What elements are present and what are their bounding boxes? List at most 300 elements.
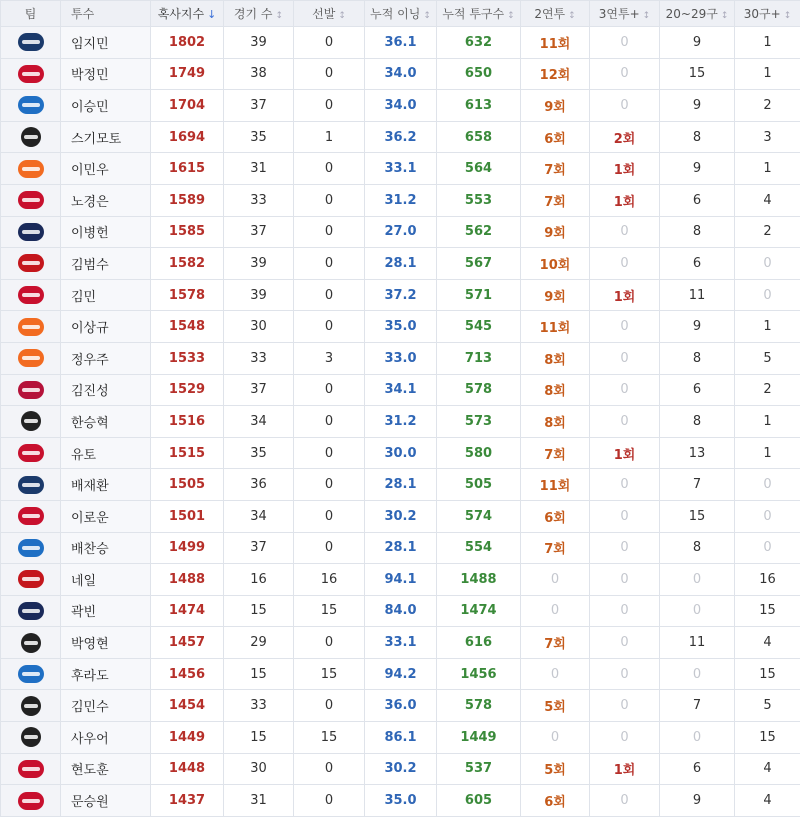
games-count: 15 — [224, 595, 294, 627]
games-count: 37 — [224, 90, 294, 122]
consec2-count: 7회 — [521, 184, 590, 216]
starts-count: 0 — [294, 690, 365, 722]
team-logo-cell — [1, 753, 61, 785]
abuse-index: 1449 — [151, 722, 224, 754]
abuse-index: 1589 — [151, 184, 224, 216]
table-row[interactable] — [1, 121, 800, 153]
pitcher-name: 정우주 — [61, 342, 151, 374]
innings-total: 28.1 — [365, 248, 437, 280]
table-row[interactable] — [1, 469, 800, 501]
starts-count: 15 — [294, 595, 365, 627]
p20-29-count: 9 — [660, 90, 735, 122]
sort-icon: ↕ — [423, 11, 431, 21]
team-logo-icon — [18, 444, 44, 462]
p30-count: 3 — [735, 121, 800, 153]
team-logo-cell — [1, 564, 61, 596]
team-logo-icon — [18, 665, 44, 683]
abuse-index: 1529 — [151, 374, 224, 406]
col-consec3[interactable]: 3연투+ ↕ — [590, 1, 660, 27]
sort-icon: ↕ — [721, 11, 729, 21]
games-count: 30 — [224, 311, 294, 343]
table-row[interactable] — [1, 216, 800, 248]
pitcher-name: 이병헌 — [61, 216, 151, 248]
table-row[interactable] — [1, 753, 800, 785]
p30-count: 1 — [735, 27, 800, 59]
team-logo-icon — [18, 381, 44, 399]
table-row[interactable] — [1, 58, 800, 90]
games-count: 29 — [224, 627, 294, 659]
pitcher-name: 박정민 — [61, 58, 151, 90]
starts-count: 0 — [294, 532, 365, 564]
p20-29-count: 0 — [660, 595, 735, 627]
games-count: 39 — [224, 27, 294, 59]
pitcher-name: 현도훈 — [61, 753, 151, 785]
team-logo-cell — [1, 153, 61, 185]
team-logo-icon — [21, 696, 41, 716]
pitches-total: 1456 — [437, 658, 521, 690]
team-logo-cell — [1, 437, 61, 469]
p20-29-count: 8 — [660, 406, 735, 438]
consec2-count: 5회 — [521, 690, 590, 722]
consec3-count: 0 — [590, 785, 660, 817]
pitcher-name: 박영현 — [61, 627, 151, 659]
starts-count: 0 — [294, 216, 365, 248]
consec3-count: 0 — [590, 722, 660, 754]
innings-total: 31.2 — [365, 184, 437, 216]
consec3-count: 0 — [590, 532, 660, 564]
col-abuse-index[interactable]: 혹사지수 ↓ — [151, 1, 224, 27]
col-pitcher[interactable]: 투수 — [61, 1, 151, 27]
sort-icon: ↕ — [276, 11, 284, 21]
starts-count: 0 — [294, 153, 365, 185]
team-logo-cell — [1, 58, 61, 90]
col-team[interactable]: 팀 — [1, 1, 61, 27]
p20-29-count: 6 — [660, 184, 735, 216]
p30-count: 5 — [735, 342, 800, 374]
p20-29-count: 6 — [660, 374, 735, 406]
innings-total: 33.1 — [365, 627, 437, 659]
pitches-total: 505 — [437, 469, 521, 501]
pitches-total: 580 — [437, 437, 521, 469]
abuse-index: 1615 — [151, 153, 224, 185]
games-count: 31 — [224, 785, 294, 817]
team-logo-icon — [18, 65, 44, 83]
games-count: 39 — [224, 279, 294, 311]
team-logo-cell — [1, 216, 61, 248]
team-logo-icon — [18, 507, 44, 525]
starts-count: 0 — [294, 500, 365, 532]
team-logo-icon — [18, 349, 44, 367]
starts-count: 0 — [294, 469, 365, 501]
consec2-count: 0 — [521, 722, 590, 754]
table-row[interactable] — [1, 532, 800, 564]
pitches-total: 578 — [437, 690, 521, 722]
p30-count: 15 — [735, 658, 800, 690]
games-count: 33 — [224, 184, 294, 216]
team-logo-icon — [21, 411, 41, 431]
consec3-count: 1회 — [590, 279, 660, 311]
abuse-index: 1533 — [151, 342, 224, 374]
consec3-count: 0 — [590, 27, 660, 59]
abuse-index: 1456 — [151, 658, 224, 690]
innings-total: 30.2 — [365, 753, 437, 785]
consec3-count: 0 — [590, 311, 660, 343]
consec2-count: 9회 — [521, 279, 590, 311]
p30-count: 1 — [735, 437, 800, 469]
consec2-count: 7회 — [521, 437, 590, 469]
pitches-total: 554 — [437, 532, 521, 564]
sort-icon: ↕ — [507, 11, 515, 21]
abuse-index: 1578 — [151, 279, 224, 311]
table-row[interactable] — [1, 248, 800, 280]
table-body — [1, 27, 800, 817]
abuse-index: 1499 — [151, 532, 224, 564]
sort-icon: ↕ — [643, 11, 651, 21]
games-count: 35 — [224, 437, 294, 469]
innings-total: 27.0 — [365, 216, 437, 248]
p30-count: 2 — [735, 90, 800, 122]
table-row[interactable] — [1, 184, 800, 216]
p30-count: 1 — [735, 153, 800, 185]
abuse-index: 1704 — [151, 90, 224, 122]
team-logo-cell — [1, 785, 61, 817]
p20-29-count: 0 — [660, 722, 735, 754]
p30-count: 0 — [735, 500, 800, 532]
consec3-count: 1회 — [590, 153, 660, 185]
p20-29-count: 9 — [660, 27, 735, 59]
team-logo-icon — [18, 318, 44, 336]
p30-count: 4 — [735, 627, 800, 659]
p20-29-count: 8 — [660, 532, 735, 564]
innings-total: 33.1 — [365, 153, 437, 185]
team-logo-cell — [1, 27, 61, 59]
starts-count: 0 — [294, 184, 365, 216]
consec3-count: 0 — [590, 469, 660, 501]
pitcher-name: 김진성 — [61, 374, 151, 406]
games-count: 38 — [224, 58, 294, 90]
consec3-count: 0 — [590, 500, 660, 532]
abuse-index: 1749 — [151, 58, 224, 90]
innings-total: 30.2 — [365, 500, 437, 532]
consec2-count: 12회 — [521, 58, 590, 90]
team-logo-cell — [1, 184, 61, 216]
p20-29-count: 9 — [660, 311, 735, 343]
pitcher-name: 이민우 — [61, 153, 151, 185]
starts-count: 15 — [294, 658, 365, 690]
pitcher-name: 스기모토 — [61, 121, 151, 153]
col-starts[interactable]: 선발 ↕ — [294, 1, 365, 27]
innings-total: 34.1 — [365, 374, 437, 406]
innings-total: 34.0 — [365, 58, 437, 90]
innings-total: 94.1 — [365, 564, 437, 596]
p20-29-count: 8 — [660, 216, 735, 248]
pitches-total: 1474 — [437, 595, 521, 627]
starts-count: 0 — [294, 311, 365, 343]
team-logo-icon — [21, 727, 41, 747]
table-row[interactable] — [1, 279, 800, 311]
team-logo-cell — [1, 342, 61, 374]
p30-count: 1 — [735, 406, 800, 438]
p20-29-count: 15 — [660, 500, 735, 532]
p20-29-count: 9 — [660, 153, 735, 185]
team-logo-cell — [1, 121, 61, 153]
consec3-count: 0 — [590, 90, 660, 122]
table-row[interactable] — [1, 437, 800, 469]
table-row[interactable] — [1, 658, 800, 690]
team-logo-cell — [1, 500, 61, 532]
starts-count: 15 — [294, 722, 365, 754]
table-row[interactable] — [1, 406, 800, 438]
consec3-count: 1회 — [590, 184, 660, 216]
p20-29-count: 0 — [660, 658, 735, 690]
team-logo-icon — [18, 160, 44, 178]
consec2-count: 0 — [521, 595, 590, 627]
team-logo-cell — [1, 311, 61, 343]
p30-count: 4 — [735, 753, 800, 785]
pitches-total: 564 — [437, 153, 521, 185]
games-count: 15 — [224, 658, 294, 690]
consec3-count: 1회 — [590, 753, 660, 785]
consec2-count: 8회 — [521, 374, 590, 406]
p20-29-count: 8 — [660, 121, 735, 153]
abuse-index: 1488 — [151, 564, 224, 596]
table-row[interactable] — [1, 311, 800, 343]
consec2-count: 8회 — [521, 342, 590, 374]
consec3-count: 0 — [590, 216, 660, 248]
consec2-count: 11회 — [521, 311, 590, 343]
team-logo-icon — [18, 760, 44, 778]
innings-total: 33.0 — [365, 342, 437, 374]
team-logo-cell — [1, 532, 61, 564]
consec2-count: 0 — [521, 564, 590, 596]
starts-count: 0 — [294, 279, 365, 311]
games-count: 34 — [224, 406, 294, 438]
abuse-index: 1585 — [151, 216, 224, 248]
games-count: 34 — [224, 500, 294, 532]
pitcher-name: 김범수 — [61, 248, 151, 280]
col-pitches[interactable]: 누적 투구수 ↕ — [437, 1, 521, 27]
games-count: 36 — [224, 469, 294, 501]
pitcher-name: 김민 — [61, 279, 151, 311]
consec2-count: 5회 — [521, 753, 590, 785]
col-p30[interactable]: 30구+ ↕ — [735, 1, 800, 27]
p30-count: 15 — [735, 595, 800, 627]
team-logo-cell — [1, 658, 61, 690]
pitches-total: 613 — [437, 90, 521, 122]
pitcher-name: 배재환 — [61, 469, 151, 501]
team-logo-icon — [18, 33, 44, 51]
team-logo-icon — [18, 539, 44, 557]
consec2-count: 9회 — [521, 216, 590, 248]
team-logo-cell — [1, 595, 61, 627]
pitcher-name: 임지민 — [61, 27, 151, 59]
games-count: 39 — [224, 248, 294, 280]
team-logo-icon — [18, 570, 44, 588]
team-logo-cell — [1, 279, 61, 311]
col-games[interactable]: 경기 수 ↕ — [224, 1, 294, 27]
starts-count: 0 — [294, 627, 365, 659]
p20-29-count: 9 — [660, 785, 735, 817]
table-row[interactable] — [1, 564, 800, 596]
sort-desc-icon: ↓ — [207, 8, 216, 21]
abuse-index: 1515 — [151, 437, 224, 469]
pitches-total: 658 — [437, 121, 521, 153]
table-row[interactable] — [1, 500, 800, 532]
starts-count: 0 — [294, 437, 365, 469]
consec2-count: 6회 — [521, 785, 590, 817]
abuse-index: 1548 — [151, 311, 224, 343]
p20-29-count: 0 — [660, 564, 735, 596]
pitches-total: 650 — [437, 58, 521, 90]
abuse-index: 1802 — [151, 27, 224, 59]
innings-total: 86.1 — [365, 722, 437, 754]
p30-count: 4 — [735, 785, 800, 817]
team-logo-icon — [18, 223, 44, 241]
starts-count: 3 — [294, 342, 365, 374]
p20-29-count: 8 — [660, 342, 735, 374]
p30-count: 16 — [735, 564, 800, 596]
abuse-index: 1457 — [151, 627, 224, 659]
table-row[interactable] — [1, 690, 800, 722]
pitches-total: 574 — [437, 500, 521, 532]
pitches-total: 567 — [437, 248, 521, 280]
table-row[interactable] — [1, 153, 800, 185]
abuse-index: 1516 — [151, 406, 224, 438]
p30-count: 1 — [735, 311, 800, 343]
sort-icon: ↕ — [338, 11, 346, 21]
innings-total: 36.1 — [365, 27, 437, 59]
pitcher-name: 이로운 — [61, 500, 151, 532]
games-count: 33 — [224, 342, 294, 374]
pitcher-name: 노경은 — [61, 184, 151, 216]
p30-count: 0 — [735, 532, 800, 564]
table-row[interactable] — [1, 722, 800, 754]
abuse-index: 1501 — [151, 500, 224, 532]
consec2-count: 10회 — [521, 248, 590, 280]
consec3-count: 0 — [590, 374, 660, 406]
innings-total: 34.0 — [365, 90, 437, 122]
starts-count: 0 — [294, 90, 365, 122]
p30-count: 2 — [735, 374, 800, 406]
p30-count: 0 — [735, 469, 800, 501]
consec3-count: 0 — [590, 627, 660, 659]
starts-count: 0 — [294, 58, 365, 90]
pitches-total: 616 — [437, 627, 521, 659]
innings-total: 84.0 — [365, 595, 437, 627]
innings-total: 37.2 — [365, 279, 437, 311]
pitcher-name: 곽빈 — [61, 595, 151, 627]
consec3-count: 0 — [590, 595, 660, 627]
p30-count: 5 — [735, 690, 800, 722]
table-row[interactable] — [1, 342, 800, 374]
table-row[interactable] — [1, 27, 800, 59]
p20-29-count: 11 — [660, 279, 735, 311]
starts-count: 0 — [294, 248, 365, 280]
consec2-count: 6회 — [521, 121, 590, 153]
abuse-index: 1454 — [151, 690, 224, 722]
team-logo-icon — [18, 96, 44, 114]
games-count: 30 — [224, 753, 294, 785]
abuse-index: 1505 — [151, 469, 224, 501]
header-row — [1, 1, 800, 27]
p30-count: 2 — [735, 216, 800, 248]
table-row[interactable] — [1, 627, 800, 659]
pitcher-name: 사우어 — [61, 722, 151, 754]
consec3-count: 0 — [590, 690, 660, 722]
pitches-total: 545 — [437, 311, 521, 343]
consec2-count: 11회 — [521, 469, 590, 501]
pitches-total: 632 — [437, 27, 521, 59]
col-consec2[interactable]: 2연투 ↕ — [521, 1, 590, 27]
abuse-index: 1474 — [151, 595, 224, 627]
team-logo-icon — [18, 254, 44, 272]
games-count: 37 — [224, 216, 294, 248]
pitcher-name: 후라도 — [61, 658, 151, 690]
p20-29-count: 13 — [660, 437, 735, 469]
pitcher-name: 배찬승 — [61, 532, 151, 564]
pitches-total: 562 — [437, 216, 521, 248]
consec3-count: 0 — [590, 58, 660, 90]
abuse-index: 1694 — [151, 121, 224, 153]
innings-total: 35.0 — [365, 311, 437, 343]
p30-count: 4 — [735, 184, 800, 216]
table-row[interactable] — [1, 785, 800, 817]
p20-29-count: 11 — [660, 627, 735, 659]
team-logo-icon — [18, 476, 44, 494]
consec3-count: 0 — [590, 342, 660, 374]
table-row[interactable] — [1, 374, 800, 406]
p20-29-count: 6 — [660, 753, 735, 785]
starts-count: 0 — [294, 785, 365, 817]
games-count: 37 — [224, 532, 294, 564]
abuse-index: 1582 — [151, 248, 224, 280]
col-p20-29[interactable]: 20~29구 ↕ — [660, 1, 735, 27]
consec3-count: 2회 — [590, 121, 660, 153]
p20-29-count: 15 — [660, 58, 735, 90]
innings-total: 94.2 — [365, 658, 437, 690]
team-logo-icon — [18, 602, 44, 620]
innings-total: 30.0 — [365, 437, 437, 469]
consec3-count: 0 — [590, 248, 660, 280]
team-logo-icon — [18, 191, 44, 209]
sort-icon: ↕ — [568, 11, 576, 21]
sort-icon: ↕ — [784, 11, 792, 21]
table-row[interactable] — [1, 90, 800, 122]
consec2-count: 7회 — [521, 532, 590, 564]
starts-count: 1 — [294, 121, 365, 153]
innings-total: 28.1 — [365, 532, 437, 564]
pitches-total: 578 — [437, 374, 521, 406]
consec3-count: 0 — [590, 406, 660, 438]
col-innings[interactable]: 누적 이닝 ↕ — [365, 1, 437, 27]
team-logo-icon — [18, 286, 44, 304]
starts-count: 0 — [294, 374, 365, 406]
pitches-total: 1449 — [437, 722, 521, 754]
consec2-count: 7회 — [521, 153, 590, 185]
p20-29-count: 7 — [660, 469, 735, 501]
p20-29-count: 7 — [660, 690, 735, 722]
pitches-total: 605 — [437, 785, 521, 817]
starts-count: 0 — [294, 406, 365, 438]
team-logo-cell — [1, 690, 61, 722]
consec2-count: 7회 — [521, 627, 590, 659]
team-logo-cell — [1, 374, 61, 406]
table-row[interactable] — [1, 595, 800, 627]
pitches-total: 553 — [437, 184, 521, 216]
pitcher-name: 문승원 — [61, 785, 151, 817]
pitcher-name: 한승혁 — [61, 406, 151, 438]
team-logo-icon — [21, 127, 41, 147]
